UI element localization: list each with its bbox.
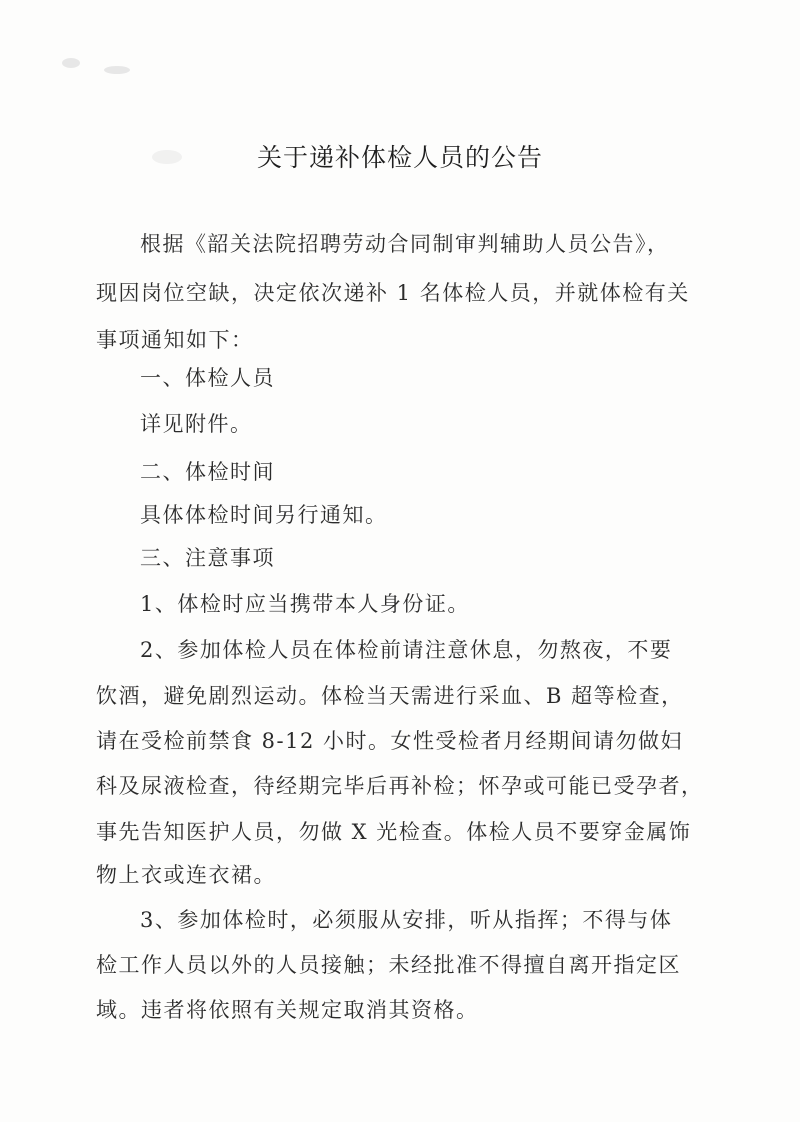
section2-heading: 二、体检时间 xyxy=(140,460,275,484)
item2-line-5: 事先告知医护人员，勿做 X 光检查。体检人员不要穿金属饰 xyxy=(96,820,692,844)
item2-line-1: 2、参加体检人员在体检前请注意休息，勿熬夜，不要 xyxy=(140,638,673,662)
intro-line-2: 现因岗位空缺，决定依次递补 1 名体检人员，并就体检有关 xyxy=(96,281,690,305)
scan-speck xyxy=(104,66,130,74)
item2-line-4: 科及尿液检查，待经期完毕后再补检；怀孕或可能已受孕者， xyxy=(96,774,704,798)
section2-body: 具体体检时间另行通知。 xyxy=(140,503,388,527)
section3-heading: 三、注意事项 xyxy=(140,546,275,570)
document-title: 关于递补体检人员的公告 xyxy=(256,143,543,172)
section1-body: 详见附件。 xyxy=(140,412,253,436)
intro-line-3: 事项通知如下： xyxy=(96,328,254,352)
item3-line-1: 3、参加体检时，必须服从安排，听从指挥；不得与体 xyxy=(140,908,673,932)
item1-line: 1、体检时应当携带本人身份证。 xyxy=(140,592,470,616)
item3-line-3: 域。违者将依照有关规定取消其资格。 xyxy=(96,998,479,1022)
item2-line-6: 物上衣或连衣裙。 xyxy=(96,863,276,887)
item2-line-3: 请在受检前禁食 8-12 小时。女性受检者月经期间请勿做妇 xyxy=(96,729,684,753)
scan-speck xyxy=(62,58,80,68)
item3-line-2: 检工作人员以外的人员接触；未经批准不得擅自离开指定区 xyxy=(96,953,681,977)
section1-heading: 一、体检人员 xyxy=(140,366,275,390)
intro-line-1: 根据《韶关法院招聘劳动合同制审判辅助人员公告》， xyxy=(140,232,670,256)
item2-line-2: 饮酒，避免剧烈运动。体检当天需进行采血、B 超等检查， xyxy=(96,684,684,708)
